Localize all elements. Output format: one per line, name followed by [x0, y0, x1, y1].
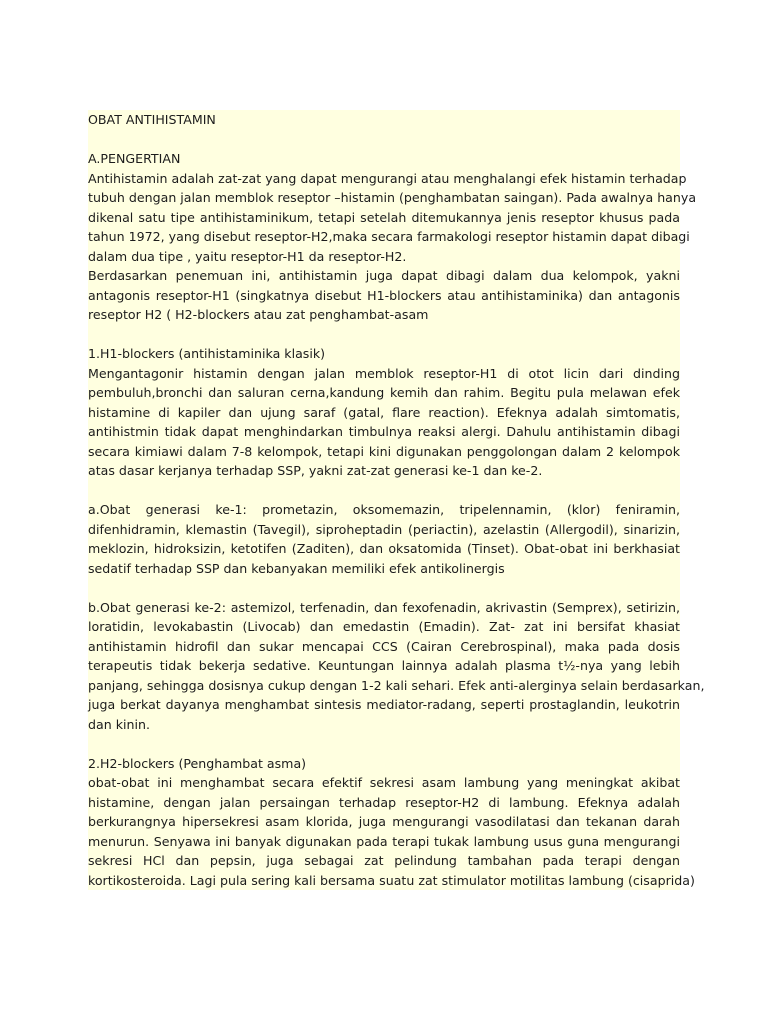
paragraph-line: dalam dua tipe , yaitu reseptor-H1 da reseptor-H2.	[88, 248, 407, 264]
paragraph-line: sekresi HCl dan pepsin, juga sebagai zat pelindung tambahan pada terapi dengan	[88, 853, 680, 868]
paragraph-line: secara kimiawi dalam 7-8 kelompok, tetapi kini digunakan penggolongan dalam 2 kelompok	[88, 443, 680, 459]
section-2-heading: 2.H2-blockers (Penghambat asma)	[88, 755, 307, 771]
document-title: OBAT ANTIHISTAMIN	[88, 112, 216, 127]
paragraph-line: obat-obat ini menghambat secara efektif sekresi asam lambung yang meningkat akibat	[88, 775, 680, 790]
paragraph-line: Berdasarkan penemuan ini, antihistamin juga dapat dibagi dalam dua kelompok, yakni	[88, 268, 680, 283]
paragraph-line: histamine, dengan jalan persaingan terhadap reseptor-H2 di lambung. Efeknya adalah	[88, 794, 680, 810]
paragraph-line: juga berkat dayanya menghambat sintesis mediator-radang, seperti prostaglandin, leukotrin	[88, 697, 680, 712]
paragraph-line: dikenal satu tipe antihistaminikum, tetapi setelah ditemukannya jenis reseptor khusus pada	[88, 209, 680, 225]
spacer	[88, 734, 680, 754]
paragraph-line: loratidin, levokabastin (Livocab) dan emedastin (Emadin). Zat- zat ini bersifat khasiat	[88, 619, 680, 634]
paragraph-line: antihistmin tidak dapat menghindarkan timbulnya reaksi alergi. Dahulu antihistamin dibagi	[88, 424, 680, 439]
paragraph-line: dan kinin.	[88, 716, 150, 732]
paragraph-line: Mengantagonir histamin dengan jalan memblok reseptor-H1 di otot licin dari dinding	[88, 365, 680, 381]
spacer	[88, 130, 680, 150]
section-1-heading: 1.H1-blockers (antihistaminika klasik)	[88, 346, 326, 361]
paragraph-line: panjang, sehingga dosisnya cukup dengan 1-2 kali sehari. Efek anti-alerginya selain berdasarkan,	[88, 677, 705, 693]
paragraph-line: tubuh dengan jalan memblok reseptor –histamin (penghambatan saingan). Pada awalnya hanya	[88, 190, 697, 205]
spacer	[88, 578, 680, 598]
paragraph-line: a.Obat generasi ke-1: prometazin, oksomemazin, tripelennamin, (klor) feniramin,	[88, 502, 680, 517]
paragraph-line: reseptor H2 ( H2-blockers atau zat penghambat-asam	[88, 307, 429, 322]
paragraph-line: pembuluh,bronchi dan saluran cerna,kandung kemih dan rahim. Begitu pula melawan efek	[88, 385, 680, 400]
paragraph-line: sedatif terhadap SSP dan kebanyakan memiliki efek antikolinergis	[88, 560, 505, 576]
paragraph-line: tahun 1972, yang disebut reseptor-H2,maka secara farmakologi reseptor histamin dapat dibagi	[88, 229, 690, 244]
paragraph-line: antagonis reseptor-H1 (singkatnya disebut H1-blockers atau antihistaminika) dan antagonis	[88, 287, 680, 303]
spacer	[88, 325, 680, 345]
paragraph-line: meklozin, hidroksizin, ketotifen (Zaditen), dan oksatomida (Tinset). Obat-obat ini berkhasiat	[88, 541, 680, 556]
spacer	[88, 481, 680, 501]
paragraph-line: kortikosteroida. Lagi pula sering kali bersama suatu zat stimulator motilitas lambung (cisaprida)	[88, 872, 695, 888]
paragraph-line: Antihistamin adalah zat-zat yang dapat mengurangi atau menghalangi efek histamin terhadap	[88, 170, 687, 186]
intro-block	[88, 110, 705, 890]
paragraph-line: berkurangnya hipersekresi asam klorida, juga mengurangi vasodilatasi dan tekanan darah	[88, 814, 680, 829]
paragraph-line: antihistamin hidrofil dan sukar mencapai CCS (Cairan Cerebrospinal), maka pada dosis	[88, 638, 680, 654]
paragraph-line: terapeutis tidak bekerja sedative. Keuntungan lainnya adalah plasma t½-nya yang lebih	[88, 658, 680, 673]
section-a-heading: A.PENGERTIAN	[88, 151, 181, 166]
paragraph-line: menurun. Senyawa ini banyak digunakan pada terapi tukak lambung usus guna mengurangi	[88, 833, 680, 849]
paragraph-line: b.Obat generasi ke-2: astemizol, terfenadin, dan fexofenadin, akrivastin (Semprex), setirizin,	[88, 599, 680, 615]
paragraph-line: histamine di kapiler dan ujung saraf (gatal, flare reaction). Efeknya adalah simtomatis,	[88, 404, 680, 420]
paragraph-line: difenhidramin, klemastin (Tavegil), siproheptadin (periactin), azelastin (Allergodil), sinarizin,	[88, 521, 680, 537]
paragraph-line: atas dasar kerjanya terhadap SSP, yakni zat-zat generasi ke-1 dan ke-2.	[88, 463, 543, 478]
document-page	[88, 110, 705, 890]
